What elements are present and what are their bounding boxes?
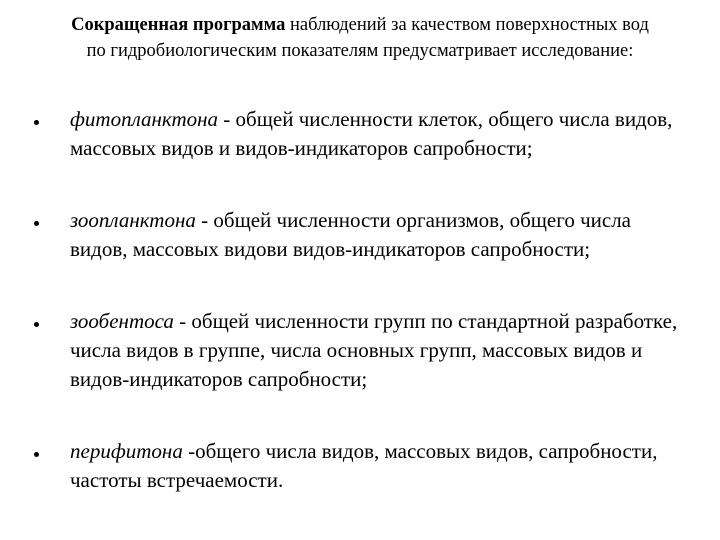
item-term: фитопланктона (70, 107, 219, 131)
list-item (70, 307, 690, 394)
list-item (70, 206, 690, 264)
item-term: перифитона (70, 439, 183, 463)
item-text: - общей численности организмов, общего числа видов, массовых видови видов-индикаторов сапробности; (70, 208, 632, 261)
list-item (70, 105, 690, 163)
item-term: зообентоса (70, 309, 174, 333)
bullet-dot-icon (30, 206, 44, 235)
bullet-dot-icon (30, 307, 44, 336)
item-text: - общей численности групп по стандартной разработке, числа видов в группе, числа основных групп, массовых видов и видов-индикаторов сапробности; (70, 309, 678, 391)
bullet-dot-icon (30, 105, 44, 134)
title-bold-part: Сокращенная программа (71, 15, 286, 35)
title-rest: наблюдений за качеством поверхностных вод по гидробиологическим показателям предусматривает исследование: (86, 15, 649, 61)
list-item (70, 437, 690, 495)
item-text: -общего числа видов, массовых видов, сапробности, частоты встречаемости. (70, 439, 658, 492)
page-title (60, 12, 660, 64)
item-text: - общей численности клеток, общего числа видов, массовых видов и видов-индикаторов сапробности; (70, 107, 673, 160)
item-term: зоопланктона (70, 208, 196, 232)
bullet-dot-icon (30, 437, 44, 466)
